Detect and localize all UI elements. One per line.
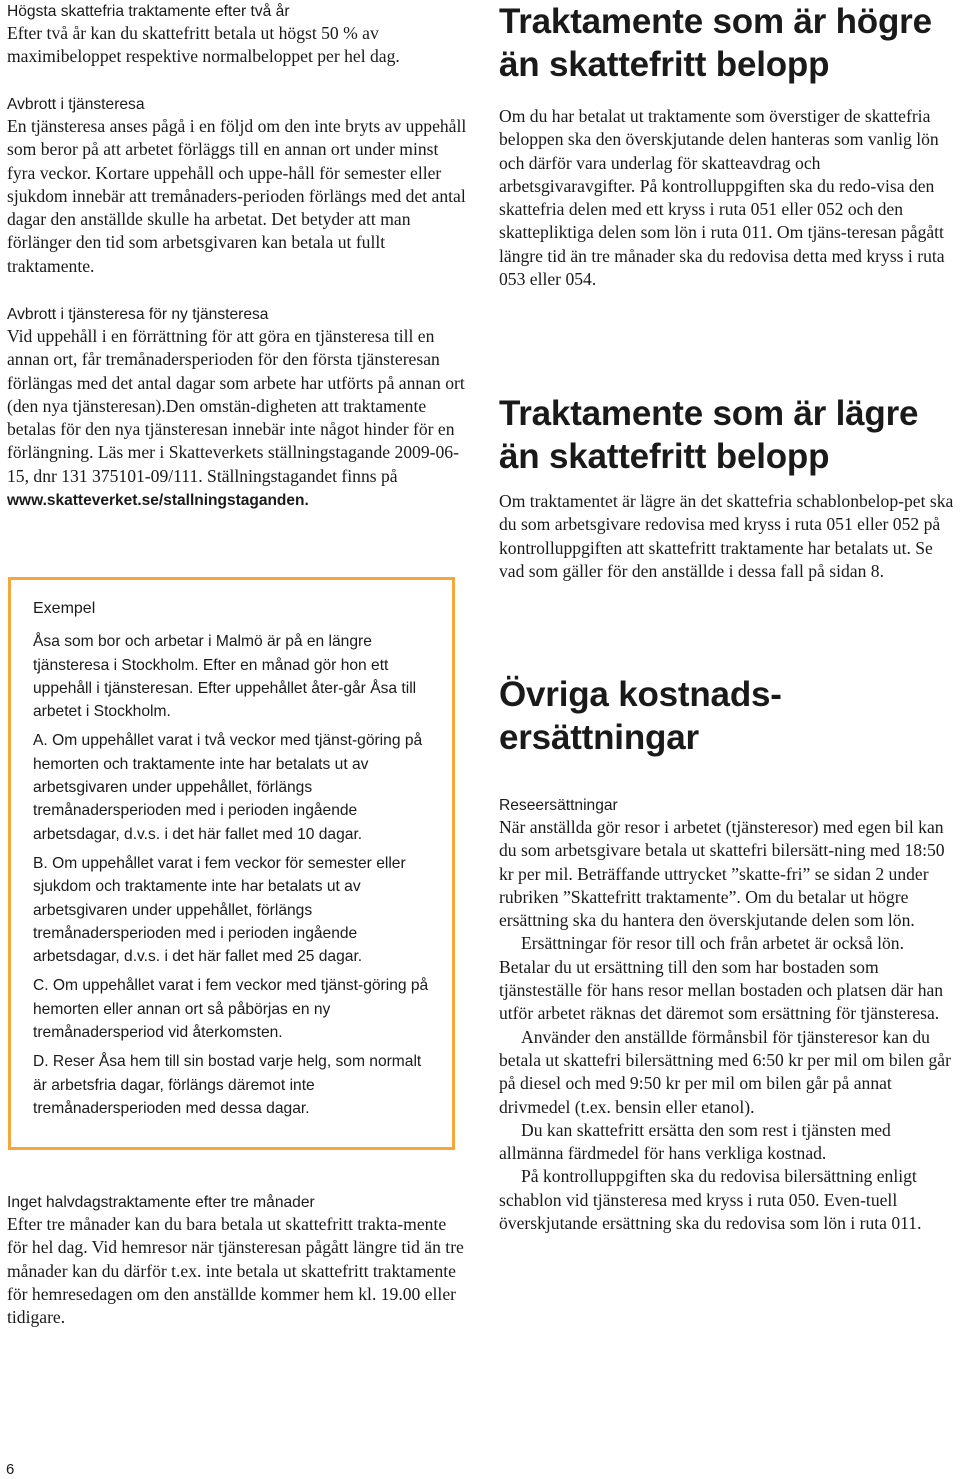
section-body: På kontrolluppgiften ska du redovisa bilersättning enligt schablon vid tjänsteresa med kryss i ruta 050. Even-tuell överskjutande ersättning ska du redovisa som lön i ruta 011.	[499, 1166, 922, 1234]
example-title: Exempel	[33, 600, 96, 617]
example-case-c: C. Om uppehållet varat i fem veckor med tjänst-göring på hemorten eller annan ort så påbörjas en ny tremånadersperiod vid återkomsten.	[33, 977, 429, 1042]
example-case-b: B. Om uppehållet varat i fem veckor för semester eller sjukdom och traktamente inte har betalats ut av arbetsgivaren under uppehållet, förlängs tremånadersperioden med i perioden ingående arbetsdagar, d.v.s. i det här fallet med 25 dagar.	[33, 854, 406, 966]
section-body-wrapper	[7, 325, 469, 512]
section-break-for-new-travel	[7, 305, 469, 512]
section-travel-compensation	[499, 796, 954, 1235]
section-max-two-years	[7, 2, 469, 69]
section-body: Ersättningar för resor till och från arbetet är också lön. Betalar du ut ersättning till den som har bostaden som tjänsteställe för hans resor mellan bostaden och platsen där han utför arbetet räknas det däremot som ersättning för tjänsteresa.	[499, 933, 944, 1024]
section-body: Vid uppehåll i en förrättning för att göra en tjänsteresa till en annan ort, får tremånadersperioden för den första tjänsteresan förlängas med det antal dagar som arbete har utförts på annan ort (den nya tjänsteresan).Den omstän-digheten att traktamente betalas för den nya tjänsteresan innebär inte något hinder för en förlängning. Läs mer i Skatteverkets ställningstagande 2009-06-15, dnr 131 375101-09/111. Ställningstagandet finns på	[7, 326, 465, 486]
section-lower-allowance	[499, 392, 954, 583]
section-title: Övriga kostnads-ersättningar	[499, 675, 782, 757]
section-title: Traktamente som är lägre än skattefritt belopp	[499, 394, 919, 476]
example-case-d: D. Reser Åsa hem till sin bostad varje helg, som normalt är arbetsfria dagar, förlängs däremot inte tremånadersperioden med dessa dagar.	[33, 1053, 422, 1117]
section-higher-allowance	[499, 0, 954, 291]
section-heading: Högsta skattefria traktamente efter två år	[7, 3, 290, 20]
example-intro: Åsa som bor och arbetar i Malmö är på en längre tjänsteresa i Stockholm. Efter en månad gör hon ett uppehåll i tjänsteresan. Efter uppehållet åter-går Åsa till arbetet i Stockholm.	[33, 633, 417, 721]
section-body: Du kan skattefritt ersätta den som rest i tjänsten med allmänna färdmedel för hans verkliga kostnad.	[499, 1119, 891, 1164]
section-body: Efter två år kan du skattefritt betala ut högst 50 % av maximibeloppet respektive normalbeloppet per hel dag.	[7, 23, 400, 67]
section-heading: Inget halvdagstraktamente efter tre månader	[7, 1194, 315, 1211]
section-other-compensation	[499, 673, 954, 759]
section-no-half-day	[7, 1193, 469, 1329]
page-number: 6	[6, 1461, 15, 1478]
skatteverket-link[interactable]: www.skatteverket.se/stallningstaganden.	[7, 492, 309, 510]
section-body: Om traktamentet är lägre än det skattefria schablonbelop-pet ska du som arbetsgivare redovisa med kryss i ruta 051 eller 052 på kontrolluppgiften att skattefritt traktamente har betalats ut. Se vad som gäller för den anställde i dessa fall på sidan 8.	[499, 491, 954, 581]
section-heading: Avbrott i tjänsteresa för ny tjänsteresa	[7, 306, 269, 323]
section-body: Om du har betalat ut traktamente som överstiger de skattefria beloppen ska den överskjutande delen hanteras som vanlig lön och därför vara underlag för skatteavdrag och arbetsgivaravgifter. På kontrolluppgiften ska du redo-visa den skattefria delen med ett kryss i ruta 051 eller 052 och den skattepliktiga delen som lön i ruta 011. Om tjäns-teresan pågått längre tid än tre månader ska du redovisa detta med kryss i ruta 053 eller 054.	[499, 106, 945, 290]
section-heading: Avbrott i tjänsteresa	[7, 96, 145, 113]
section-body: En tjänsteresa anses pågå i en följd om den inte bryts av uppehåll som beror på att arbetet förläggs till en annan ort under minst fyra veckor. Kortare uppehåll och uppe-håll för semester eller sjukdom innebär att tremånaders-perioden förlängs med det antal dagar den anställde skulle ha arbetat. Det betyder att man förlänger den tid som arbetsgivaren kan betala ut fullt traktamente.	[7, 116, 467, 276]
section-body: Efter tre månader kan du bara betala ut skattefritt trakta-mente för hel dag. Vid hemresor när tjänsteresan pågått längre tid än tre månader kan du därför t.ex. inte betala ut skattefritt traktamente för hemresedagen om den anställde kommer hem kl. 19.00 eller tidigare.	[7, 1214, 464, 1328]
section-title: Traktamente som är högre än skattefritt belopp	[499, 2, 932, 84]
example-box	[8, 577, 455, 1150]
section-body: Använder den anställde förmånsbil för tjänsteresor kan du betala ut skattefri bilersättning med 6:50 kr per mil om bilen går på diesel och med 9:50 kr per mil om bilen går på annat drivmedel (t.ex. bensin eller etanol).	[499, 1026, 951, 1117]
section-break-in-travel	[7, 95, 469, 278]
section-body: När anställda gör resor i arbetet (tjänsteresor) med egen bil kan du som arbetsgivare betala ut skattefri bilersätt-ning med 18:50 kr per mil. Beträffande uttrycket ”skatte-fri” se sidan 2 under rubriken ”Skattefritt traktamente”. Om du betalar ut högre ersättning ska du hantera den överskjutande delen som lön.	[499, 817, 945, 931]
example-case-a: A. Om uppehållet varat i två veckor med tjänst-göring på hemorten och traktamente inte har betalats ut av arbetsgivaren under uppehållet, förlängs tremånadersperioden med i perioden ingående arbetsdagar, d.v.s. i det här fallet med 10 dagar.	[33, 732, 423, 843]
section-heading: Reseersättningar	[499, 797, 618, 814]
